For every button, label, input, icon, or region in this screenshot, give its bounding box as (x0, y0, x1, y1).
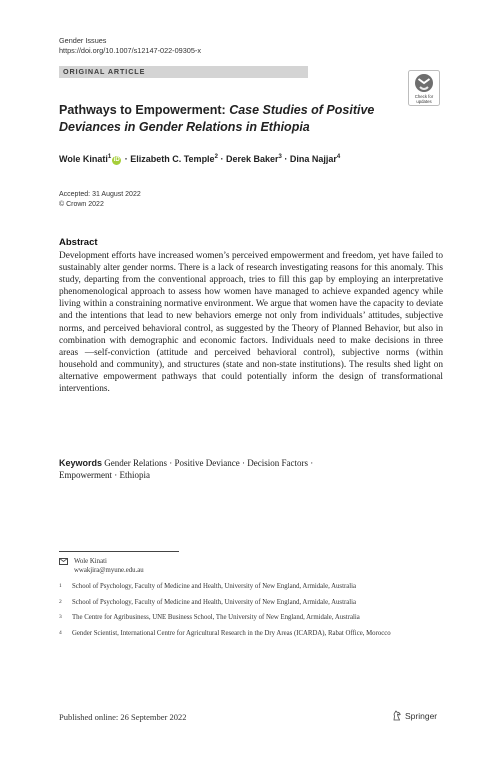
corresponding-author-name: Wole Kinati (74, 558, 107, 565)
affiliation-text: The Centre for Agribusiness, UNE Business School, The University of New England, Armidale, Australia (72, 614, 360, 622)
keyword: Ethiopia (119, 470, 150, 480)
affiliation-item (59, 629, 443, 638)
springer-horse-icon (392, 710, 402, 721)
affiliation-item (59, 613, 443, 622)
abstract-text: Development efforts have increased women’s perceived empowerment and freedom, yet have failed to sustainably alter gender norms. There is a lack of research investigating reasons for this anomaly. This study, departing from the conventional approach, tries to fill this gap by employing an interpretative phenomenological approach to assess how women have managed to achieve expanded agency while living within a constraining normative environment. We argue that women have the capacity to deviate and the intentions that lead to new behaviors emerge not only from individuals’ attitudes, subjective norms, and perceived behavioral control, as suggested by the Theory of Planned Behavior, but also in combination with demographic and economic factors. Individuals need to make decisions in three areas —self-conviction (attitude and perceived behavioral control), subjective norms (within household and community), and structures (state and non-state institutions). The results shed light on alternative empowerment pathways that could potentially inform the design of transformational interventions. (59, 251, 443, 395)
author-list (59, 154, 340, 165)
title-main: Pathways to Empowerment: (59, 103, 230, 117)
author-name[interactable]: Elizabeth C. Temple (130, 154, 215, 164)
accepted-date: Accepted: 31 August 2022 (59, 191, 141, 198)
author-name[interactable]: Wole Kinati (59, 154, 108, 164)
envelope-icon (59, 558, 68, 565)
affiliation-number: 2 (59, 598, 62, 605)
corresponding-author-email[interactable]: wwakjira@myune.edu.au (74, 567, 144, 575)
affiliation-number: 1 (59, 582, 62, 589)
keywords-label: Keywords (59, 458, 103, 468)
affiliation-item (59, 598, 443, 607)
author-separator: · (220, 154, 224, 164)
affiliation-number: 4 (59, 630, 62, 637)
badge-line1: Check for (414, 94, 434, 99)
affiliation-text: School of Psychology, Faculty of Medicine and Health, University of New England, Armidale, Australia (72, 598, 357, 606)
correspondence (59, 557, 443, 575)
author-separator: · (284, 154, 288, 164)
author-name[interactable]: Dina Najjar (289, 154, 337, 164)
affiliation-text: Gender Scientist, International Centre for Agricultural Research in the Dry Areas (ICARDA), Rabat Office, Morocco (72, 630, 391, 638)
footnote-divider (59, 551, 179, 552)
published-online: Published online: 26 September 2022 (59, 712, 187, 722)
keyword-separator: · (310, 458, 314, 468)
orcid-icon[interactable]: iD (113, 157, 120, 163)
keyword: Positive Deviance (174, 458, 240, 468)
author-separator: · (124, 154, 128, 164)
abstract-heading: Abstract (59, 237, 98, 248)
check-for-updates-badge[interactable] (408, 70, 440, 106)
keywords (59, 457, 443, 481)
keyword: Empowerment (59, 470, 112, 480)
affiliation-number: 3 (59, 614, 62, 621)
footnotes (59, 557, 443, 638)
springer-logo (392, 710, 437, 721)
keyword: Decision Factors (247, 458, 308, 468)
author-affiliation-ref: 2 (214, 154, 218, 160)
publication-dates (59, 190, 141, 210)
keyword-separator: · (114, 470, 118, 480)
check-for-updates-icon (408, 70, 440, 106)
keyword-separator: · (169, 458, 173, 468)
author-affiliation-ref: 4 (336, 154, 341, 160)
article-title (59, 102, 399, 136)
publisher-name: Springer (405, 710, 438, 721)
article-type-bar: ORIGINAL ARTICLE (59, 66, 308, 78)
keyword: Gender Relations (104, 458, 167, 468)
copyright-line: © Crown 2022 (59, 201, 104, 208)
author-affiliation-ref: 3 (278, 154, 282, 160)
title-subtitle: Case Studies of Positive Deviances in Gender Relations in Ethiopia (59, 103, 375, 134)
author-affiliation-ref: 1 (107, 154, 112, 160)
author-name[interactable]: Derek Baker (225, 154, 279, 164)
keyword-separator: · (241, 458, 245, 468)
badge-line2: updates (416, 99, 432, 104)
affiliation-text: School of Psychology, Faculty of Medicine and Health, University of New England, Armidale, Australia (72, 582, 357, 590)
doi-link[interactable]: https://doi.org/10.1007/s12147-022-09305-x (59, 46, 201, 55)
affiliation-item (59, 582, 443, 591)
journal-name: Gender Issues (59, 36, 107, 45)
journal-header (59, 36, 201, 56)
